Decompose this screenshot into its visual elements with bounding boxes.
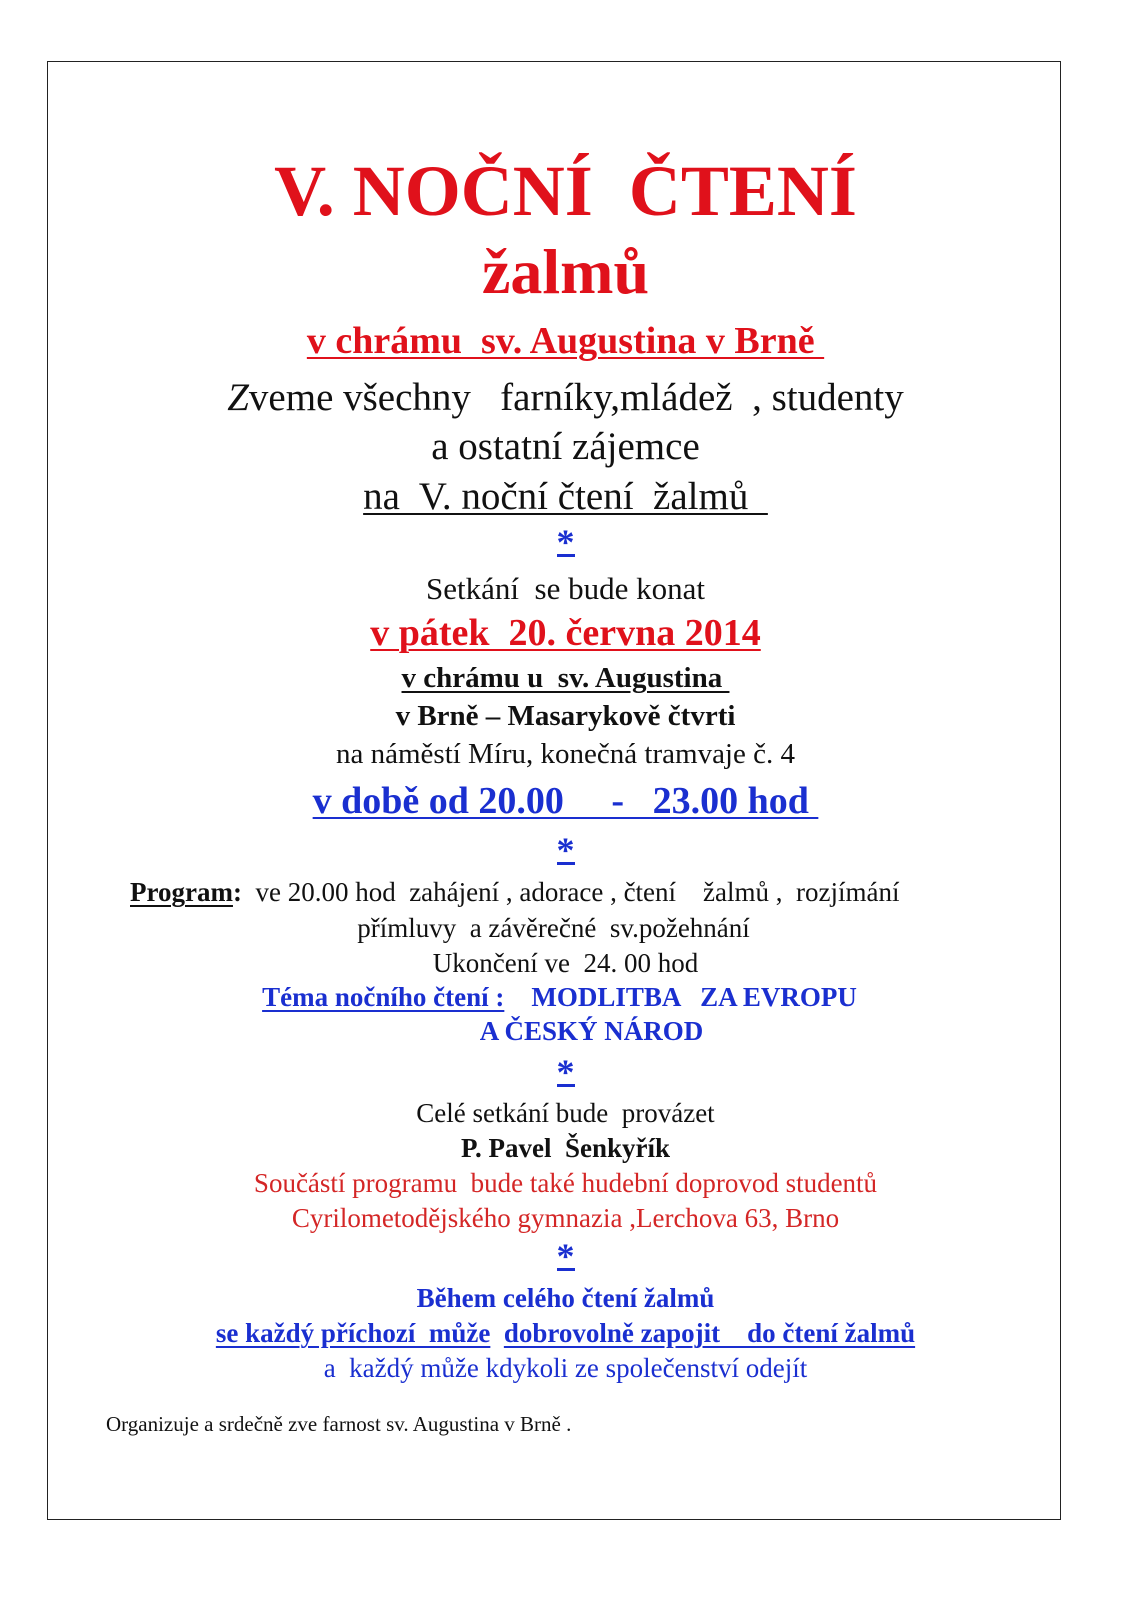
footer-organizer: Organizuje a srdečně zve farnost sv. Augustina v Brně . <box>106 1412 572 1436</box>
participation-line-3: a každý může kdykoli ze společenství odejít <box>323 1353 808 1383</box>
title-line-1: V. NOČNÍ ČTENÍ <box>274 151 857 231</box>
meeting-intro: Setkání se bude konat <box>426 571 705 606</box>
invite-line-1: Zveme všechny farníky,mládež , studenty <box>227 376 904 419</box>
separator-star-4 <box>0 1236 1131 1276</box>
program-line-3: Ukončení ve 24. 00 hod <box>432 948 699 978</box>
meeting-date: v pátek 20. června 2014 <box>370 612 761 654</box>
separator-star-3-text: * <box>556 1052 575 1092</box>
invite-line-3: na V. noční čtení žalmů <box>363 475 768 518</box>
program-line-1-text: ve 20.00 hod zahájení , adorace , čtení žalmů , rozjímání <box>241 877 900 907</box>
separator-star-4-text: * <box>556 1236 575 1276</box>
program-theme-value: MODLITBA ZA EVROPU <box>504 982 857 1012</box>
leader-name: P. Pavel Šenkyřík <box>460 1133 671 1163</box>
title-location: v chrámu sv. Augustina v Brně <box>306 320 825 362</box>
title-line-2: žalmů <box>481 236 650 307</box>
separator-star-1 <box>0 522 1131 562</box>
invite-line-2: a ostatní zájemce <box>431 425 700 468</box>
program-theme <box>0 984 1125 1011</box>
meeting-place-2: v Brně – Masarykově čtvrti <box>395 700 736 732</box>
separator-star-3 <box>0 1052 1131 1092</box>
separator-star-2-text: * <box>556 830 575 870</box>
separator-star-2 <box>0 830 1131 870</box>
program-label: Program <box>130 877 233 907</box>
program-colon: : <box>232 877 242 907</box>
separator-star-1-text: * <box>556 522 575 562</box>
leader-music-1: Součástí programu bude také hudební doprovod studentů <box>253 1168 878 1198</box>
program-line-2: přímluvy a závěrečné sv.požehnání <box>357 913 750 943</box>
meeting-time: v době od 20.00 - 23.00 hod <box>312 780 819 822</box>
program-line-1 <box>130 879 1030 906</box>
meeting-place-3: na náměstí Míru, konečná tramvaje č. 4 <box>335 738 795 770</box>
program-theme-label: Téma nočního čtení : <box>262 982 505 1012</box>
participation-line-2b: dobrovolně zapojit do čtení žalmů <box>503 1318 916 1348</box>
participation-line-2 <box>0 1320 1131 1347</box>
participation-line-2a: se každý příchozí může <box>215 1318 491 1348</box>
leader-intro: Celé setkání bude provázet <box>416 1098 715 1128</box>
leader-music-2: Cyrilometodějského gymnazia ,Lerchova 63, Brno <box>291 1203 840 1233</box>
participation-line-1: Během celého čtení žalmů <box>416 1283 715 1313</box>
meeting-place-1: v chrámu u sv. Augustina <box>401 662 730 694</box>
invite-line-1-rest: veme všechny farníky,mládež , studenty <box>248 376 904 419</box>
program-theme-2: A ČESKÝ NÁROD <box>479 1016 704 1046</box>
